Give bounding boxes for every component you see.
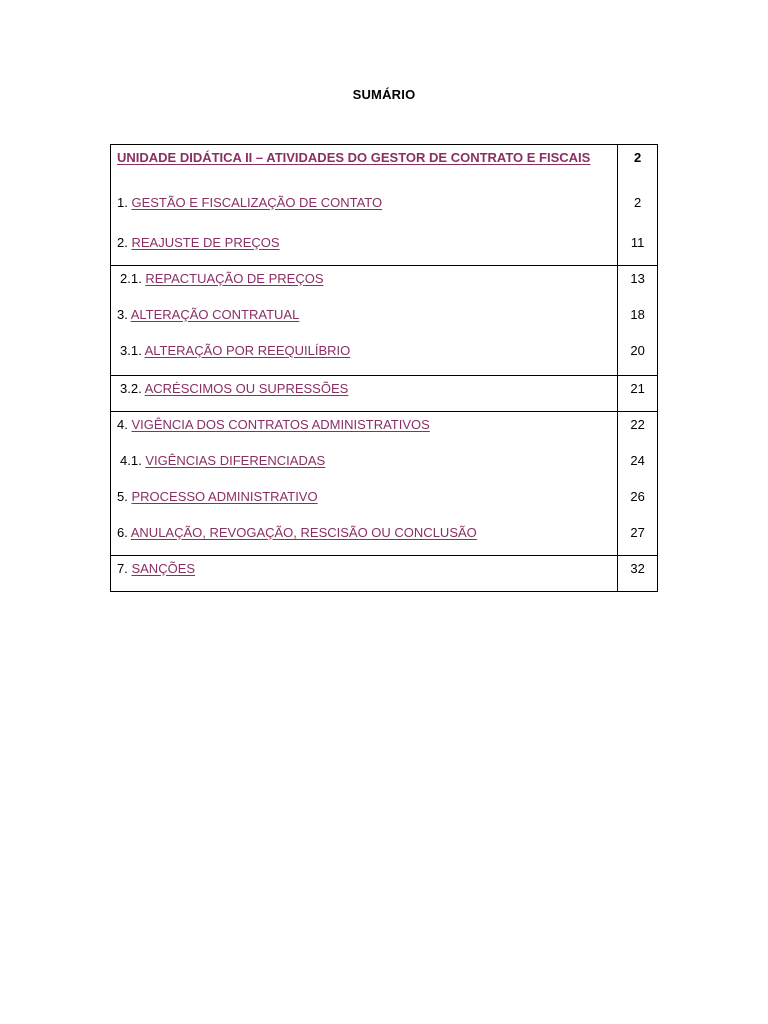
toc-row-4-1 bbox=[111, 448, 658, 484]
table-of-contents bbox=[110, 144, 658, 592]
toc-row-3 bbox=[111, 302, 658, 338]
toc-link-2-1[interactable]: REPACTUAÇÃO DE PREÇOS bbox=[145, 271, 324, 286]
toc-row-unidade bbox=[111, 145, 658, 190]
toc-page-3-1: 20 bbox=[630, 342, 645, 358]
toc-link-7[interactable]: SANÇÕES bbox=[131, 561, 196, 576]
toc-number-1: 1. bbox=[117, 194, 128, 210]
toc-link-3-2[interactable]: ACRÉSCIMOS OU SUPRESSÕES bbox=[144, 381, 349, 396]
toc-row-3-1 bbox=[111, 338, 658, 376]
toc-number-7: 7. bbox=[117, 561, 128, 576]
toc-row-3-2 bbox=[111, 376, 658, 412]
toc-row-6 bbox=[111, 520, 658, 556]
toc-page-7: 32 bbox=[630, 561, 645, 576]
toc-link-3[interactable]: ALTERAÇÃO CONTRATUAL bbox=[130, 306, 300, 322]
toc-number-3-1: 3.1. bbox=[120, 342, 142, 358]
toc-number-3: 3. bbox=[117, 306, 128, 322]
toc-page-unidade: 2 bbox=[634, 150, 642, 165]
toc-link-2[interactable]: REAJUSTE DE PREÇOS bbox=[131, 234, 280, 250]
toc-link-1[interactable]: GESTÃO E FISCALIZAÇÃO DE CONTATO bbox=[131, 194, 383, 210]
toc-row-2-1 bbox=[111, 266, 658, 302]
toc-number-6: 6. bbox=[117, 524, 128, 540]
toc-row-4 bbox=[111, 412, 658, 448]
toc-row-2 bbox=[111, 230, 658, 266]
toc-number-2-1: 2.1. bbox=[120, 271, 142, 286]
toc-link-5[interactable]: PROCESSO ADMINISTRATIVO bbox=[131, 488, 318, 504]
toc-number-4-1: 4.1. bbox=[120, 452, 142, 468]
toc-number-4: 4. bbox=[117, 417, 128, 432]
toc-link-4-1[interactable]: VIGÊNCIAS DIFERENCIADAS bbox=[145, 452, 326, 468]
toc-page-5: 26 bbox=[630, 488, 645, 504]
toc-page-3-2: 21 bbox=[630, 381, 645, 396]
toc-row-5 bbox=[111, 484, 658, 520]
toc-link-6[interactable]: ANULAÇÃO, REVOGAÇÃO, RESCISÃO OU CONCLUSÃO bbox=[130, 524, 477, 540]
toc-page-1: 2 bbox=[634, 194, 642, 210]
toc-row-1 bbox=[111, 190, 658, 230]
toc-page-4-1: 24 bbox=[630, 452, 645, 468]
toc-page-2: 11 bbox=[630, 234, 645, 250]
page-title: SUMÁRIO bbox=[352, 87, 416, 102]
toc-row-7 bbox=[111, 556, 658, 592]
toc-number-5: 5. bbox=[117, 488, 128, 504]
toc-page-4: 22 bbox=[630, 417, 645, 432]
toc-page-2-1: 13 bbox=[630, 271, 645, 286]
toc-page-6: 27 bbox=[630, 524, 645, 540]
toc-number-2: 2. bbox=[117, 234, 128, 250]
toc-number-3-2: 3.2. bbox=[120, 381, 142, 396]
toc-link-3-1[interactable]: ALTERAÇÃO POR REEQUILÍBRIO bbox=[144, 342, 351, 358]
toc-page-3: 18 bbox=[630, 306, 645, 322]
toc-link-4[interactable]: VIGÊNCIA DOS CONTRATOS ADMINISTRATIVOS bbox=[131, 417, 430, 432]
toc-link-unidade[interactable]: UNIDADE DIDÁTICA II – ATIVIDADES DO GESTOR DE CONTRATO E FISCAIS bbox=[117, 150, 591, 165]
